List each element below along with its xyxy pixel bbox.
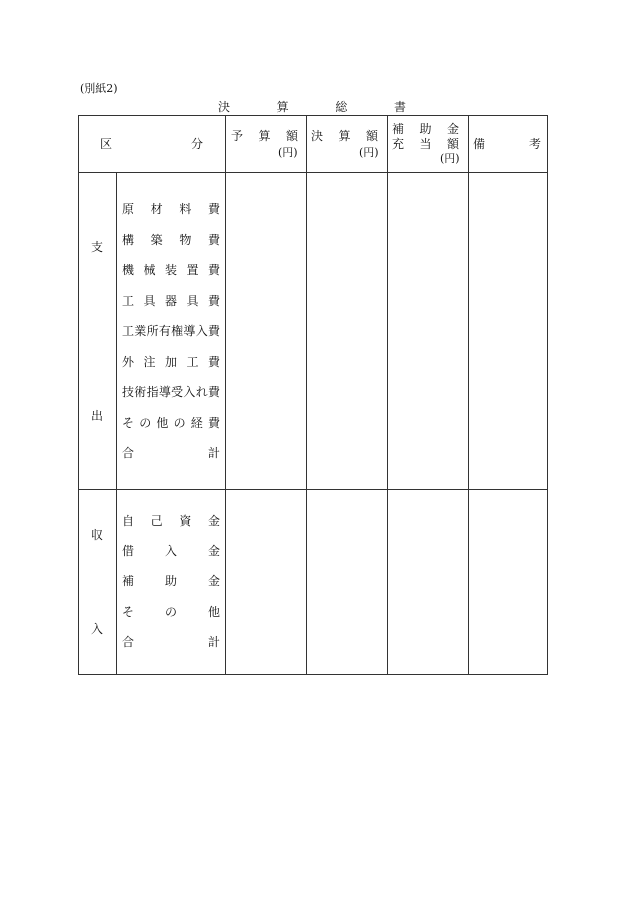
header-settled-unit: (円) — [359, 146, 379, 159]
document-title — [218, 98, 406, 115]
item-char: 資 — [179, 514, 192, 528]
header-divider — [79, 172, 547, 173]
item-char: 加 — [164, 354, 177, 369]
item-char: 置 — [186, 263, 199, 277]
income-item — [122, 545, 220, 557]
item-char: 金 — [207, 574, 220, 589]
item-char: 指 — [146, 385, 159, 399]
item-char: 装 — [164, 263, 177, 277]
item-char: 入 — [183, 385, 196, 399]
item-char: 合 — [122, 446, 135, 460]
header-char: 決 — [311, 129, 324, 143]
item-char: 料 — [179, 202, 192, 216]
col-line-label — [116, 172, 117, 675]
item-char: 他 — [156, 415, 169, 430]
header-char: 充 — [392, 137, 405, 151]
header-budget-unit: (円) — [278, 146, 298, 159]
item-char: 技 — [122, 385, 135, 399]
item-char: 具 — [186, 293, 199, 308]
title-char: 決 — [218, 100, 231, 114]
income-item — [122, 515, 220, 527]
item-char: 自 — [122, 514, 135, 528]
header-char: 額 — [285, 129, 298, 143]
title-char: 書 — [393, 100, 406, 114]
item-char: 借 — [122, 544, 135, 559]
item-char: 経 — [190, 415, 203, 430]
item-char: の — [173, 415, 186, 430]
header-char: 分 — [190, 137, 203, 151]
col-line-settled — [387, 116, 388, 674]
item-char: 器 — [164, 293, 177, 308]
income-item — [122, 636, 220, 648]
item-char: 所 — [146, 324, 159, 338]
item-char: 他 — [207, 604, 220, 619]
item-char: 注 — [143, 354, 156, 369]
item-char: 物 — [179, 232, 192, 247]
expenditure-item — [122, 386, 220, 398]
header-char: 助 — [419, 122, 432, 136]
income-item — [122, 575, 220, 587]
header-subsidy-line1 — [392, 123, 459, 135]
item-char: 導 — [158, 385, 171, 399]
item-char: 助 — [164, 574, 177, 589]
item-char: 合 — [122, 634, 135, 649]
expenditure-item — [122, 417, 220, 429]
item-char: 受 — [171, 385, 184, 399]
item-char: 費 — [207, 232, 220, 247]
item-char: 工 — [186, 354, 199, 369]
header-char: 算 — [258, 129, 271, 143]
item-char: 金 — [207, 514, 220, 528]
item-char: 械 — [143, 263, 156, 277]
header-char: 額 — [446, 137, 459, 151]
item-char: 材 — [150, 202, 163, 216]
item-char: れ — [195, 385, 208, 399]
item-char: 費 — [207, 324, 220, 338]
title-char: 算 — [276, 100, 289, 114]
item-char: の — [164, 604, 177, 619]
income-label-top: 収 — [91, 528, 104, 542]
income-label-bottom: 入 — [91, 622, 104, 636]
item-char: 費 — [207, 385, 220, 399]
item-char: 計 — [207, 446, 220, 460]
col-line-subsidy — [468, 116, 469, 674]
item-char: 具 — [143, 293, 156, 308]
header-settled — [311, 130, 378, 142]
title-char: 総 — [335, 100, 348, 114]
attachment-ref: (別紙2) — [80, 82, 118, 95]
header-char: 備 — [473, 137, 486, 151]
expenditure-item — [122, 325, 220, 337]
header-char: 算 — [338, 129, 351, 143]
header-category — [100, 138, 203, 150]
header-char: 額 — [365, 129, 378, 143]
header-budget — [231, 130, 298, 142]
expenditure-item — [122, 234, 220, 246]
expenditure-item — [122, 203, 220, 215]
header-remarks — [473, 138, 541, 150]
item-char: 有 — [158, 324, 171, 338]
expenditure-label-bottom: 出 — [91, 409, 104, 423]
item-char: 費 — [207, 263, 220, 277]
item-char: 工 — [122, 293, 135, 308]
section-divider — [79, 489, 547, 490]
item-char: 費 — [207, 415, 220, 430]
item-char: 計 — [207, 634, 220, 649]
item-char: 権 — [171, 324, 184, 338]
item-char: 補 — [122, 574, 135, 589]
item-char: そ — [122, 604, 135, 619]
income-item — [122, 606, 220, 618]
item-char: 原 — [122, 202, 135, 216]
item-char: 築 — [150, 232, 163, 247]
header-char: 補 — [392, 122, 405, 136]
item-char: 構 — [122, 232, 135, 247]
item-char: 入 — [195, 324, 208, 338]
item-char: 費 — [207, 202, 220, 216]
item-char: 入 — [164, 544, 177, 559]
item-char: 導 — [183, 324, 196, 338]
header-char: 予 — [231, 129, 244, 143]
item-char: の — [139, 415, 152, 430]
col-line-category — [225, 116, 226, 674]
item-char: そ — [122, 415, 135, 430]
expenditure-item — [122, 447, 220, 459]
item-char: 機 — [122, 263, 135, 277]
item-char: 業 — [134, 324, 147, 338]
expenditure-item — [122, 356, 220, 368]
col-line-budget — [306, 116, 307, 674]
expenditure-label-top: 支 — [91, 240, 104, 254]
header-char: 考 — [528, 137, 541, 151]
item-char: 術 — [134, 385, 147, 399]
item-char: 工 — [122, 324, 135, 338]
item-char: 費 — [207, 293, 220, 308]
header-char: 区 — [100, 137, 113, 151]
expenditure-item — [122, 264, 220, 276]
item-char: 外 — [122, 354, 135, 369]
header-char: 当 — [419, 137, 432, 151]
header-subsidy-unit: (円) — [440, 152, 460, 165]
header-char: 金 — [446, 122, 459, 136]
item-char: 金 — [207, 544, 220, 559]
item-char: 費 — [207, 354, 220, 369]
expenditure-item — [122, 295, 220, 307]
item-char: 己 — [150, 514, 163, 528]
header-subsidy-line2 — [392, 138, 459, 150]
